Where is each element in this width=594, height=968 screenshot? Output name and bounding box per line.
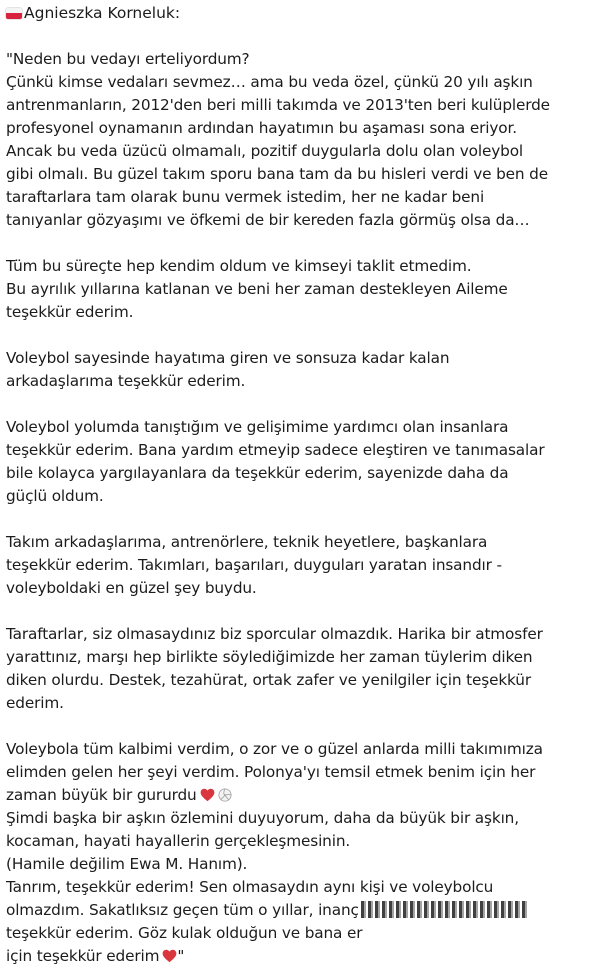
paragraph [6,416,588,508]
paragraph-gap [6,600,588,623]
text-line: profesyonel oynamanın ardından hayatımın bu aşaması sona eriyor. [6,119,517,137]
text-segment: zaman büyük bir gururdu [6,786,197,804]
text-line: Şimdi başka bir aşkın özlemini duyuyorum, daha da büyük bir aşkın, [6,809,519,827]
text-line: teşekkür ederim. Göz kulak olduğun ve bana er [6,924,363,942]
text-line: taraftarlara tam olarak bunu vermek istedim, her ne kadar beni [6,188,485,206]
paragraph [6,255,588,324]
text-line: Bu ayrılık yıllarına katlanan ve beni her zaman destekleyen Aileme [6,280,508,298]
text-line: teşekkür ederim. Takımları, başarıları, duyguları yaratan insandır - [6,556,502,574]
text-line: kocaman, hayati hayallerin gerçekleşmesinin. [6,832,351,850]
text-line [6,899,588,922]
text-line: Ancak bu veda üzücü olmamalı, pozitif duygularla dolu olan voleybol [6,142,524,160]
text-line: Çünkü kimse vedaları sevmez… ama bu veda özel, çünkü 20 yılı aşkın [6,73,533,91]
final-paragraph [6,738,588,968]
text-line: Voleybol yolumda tanıştığım ve gelişimime yardımcı olan insanlara [6,418,509,436]
text-segment: için teşekkür ederim [6,947,160,965]
author-name: Agnieszka Korneluk: [24,4,181,22]
text-line: ederim. [6,694,64,712]
paragraph-gap [6,715,588,738]
text-line: gibi olmalı. Bu güzel takım sporu bana tam da bu hisleri verdi ve ben de [6,165,549,183]
paragraph [6,623,588,715]
paragraph [6,347,588,393]
text-line: Tüm bu süreçte hep kendim oldum ve kimseyi taklit etmedim. [6,257,472,275]
post-header [6,2,588,24]
paragraph-gap [6,393,588,416]
text-line: yarattınız, marşı hep birlikte söylediğimizde her zaman tüylerim diken [6,648,533,666]
post [6,2,588,968]
volleyball-icon [218,788,232,802]
text-line: Voleybola tüm kalbimi verdim, o zor ve o güzel anlarda milli takımımıza [6,740,543,758]
text-line: antrenmanların, 2012'den beri milli takımda ve 2013'ten beri kulüplerde [6,96,550,114]
paragraph-gap [6,324,588,347]
text-line: voleyboldaki en güzel şey buydu. [6,579,257,597]
text-line: teşekkür ederim. Bana yardım etmeyip sadece eleştiren ve tanımasalar [6,441,545,459]
red-heart-icon [200,788,215,802]
text-line: teşekkür ederim. [6,303,134,321]
paragraph [6,48,588,232]
poland-flag-icon [6,8,22,19]
text-line: diken olurdu. Destek, tezahürat, ortak zafer ve yenilgiler için teşekkür [6,671,531,689]
watermark-overlay [361,901,529,918]
post-body [6,48,588,968]
text-line: Takım arkadaşlarıma, antrenörlere, teknik heyetlere, başkanlara [6,533,488,551]
paragraph-gap [6,508,588,531]
text-line: "Neden bu vedayı erteliyordum? [6,50,250,68]
text-line [6,784,588,807]
paragraph-list [6,48,588,738]
text-line: tanıyanlar gözyaşımı ve öfkemi de bir kereden fazla görmüş olsa da… [6,211,530,229]
text-line: Tanrım, teşekkür ederim! Sen olmasaydın aynı kişi ve voleybolcu [6,878,494,896]
text-line: arkadaşlarıma teşekkür ederim. [6,372,246,390]
closing-quote: " [177,947,185,965]
text-line: güçlü oldum. [6,487,104,505]
text-line: Taraftarlar, siz olmasaydınız biz sporcular olmazdık. Harika bir atmosfer [6,625,543,643]
paragraph [6,531,588,600]
paragraph-gap [6,232,588,255]
text-segment: olmazdım. Sakatlıksız geçen tüm o yıllar, inanç [6,901,359,919]
text-line: bile kolayca yargılayanlara da teşekkür ederim, sayenizde daha da [6,464,509,482]
red-heart-icon [162,949,177,963]
text-line: (Hamile değilim Ewa M. Hanım). [6,855,248,873]
text-line: elimden gelen her şeyi verdim. Polonya'yı temsil etmek benim için her [6,763,536,781]
text-line: Voleybol sayesinde hayatıma giren ve sonsuza kadar kalan [6,349,450,367]
